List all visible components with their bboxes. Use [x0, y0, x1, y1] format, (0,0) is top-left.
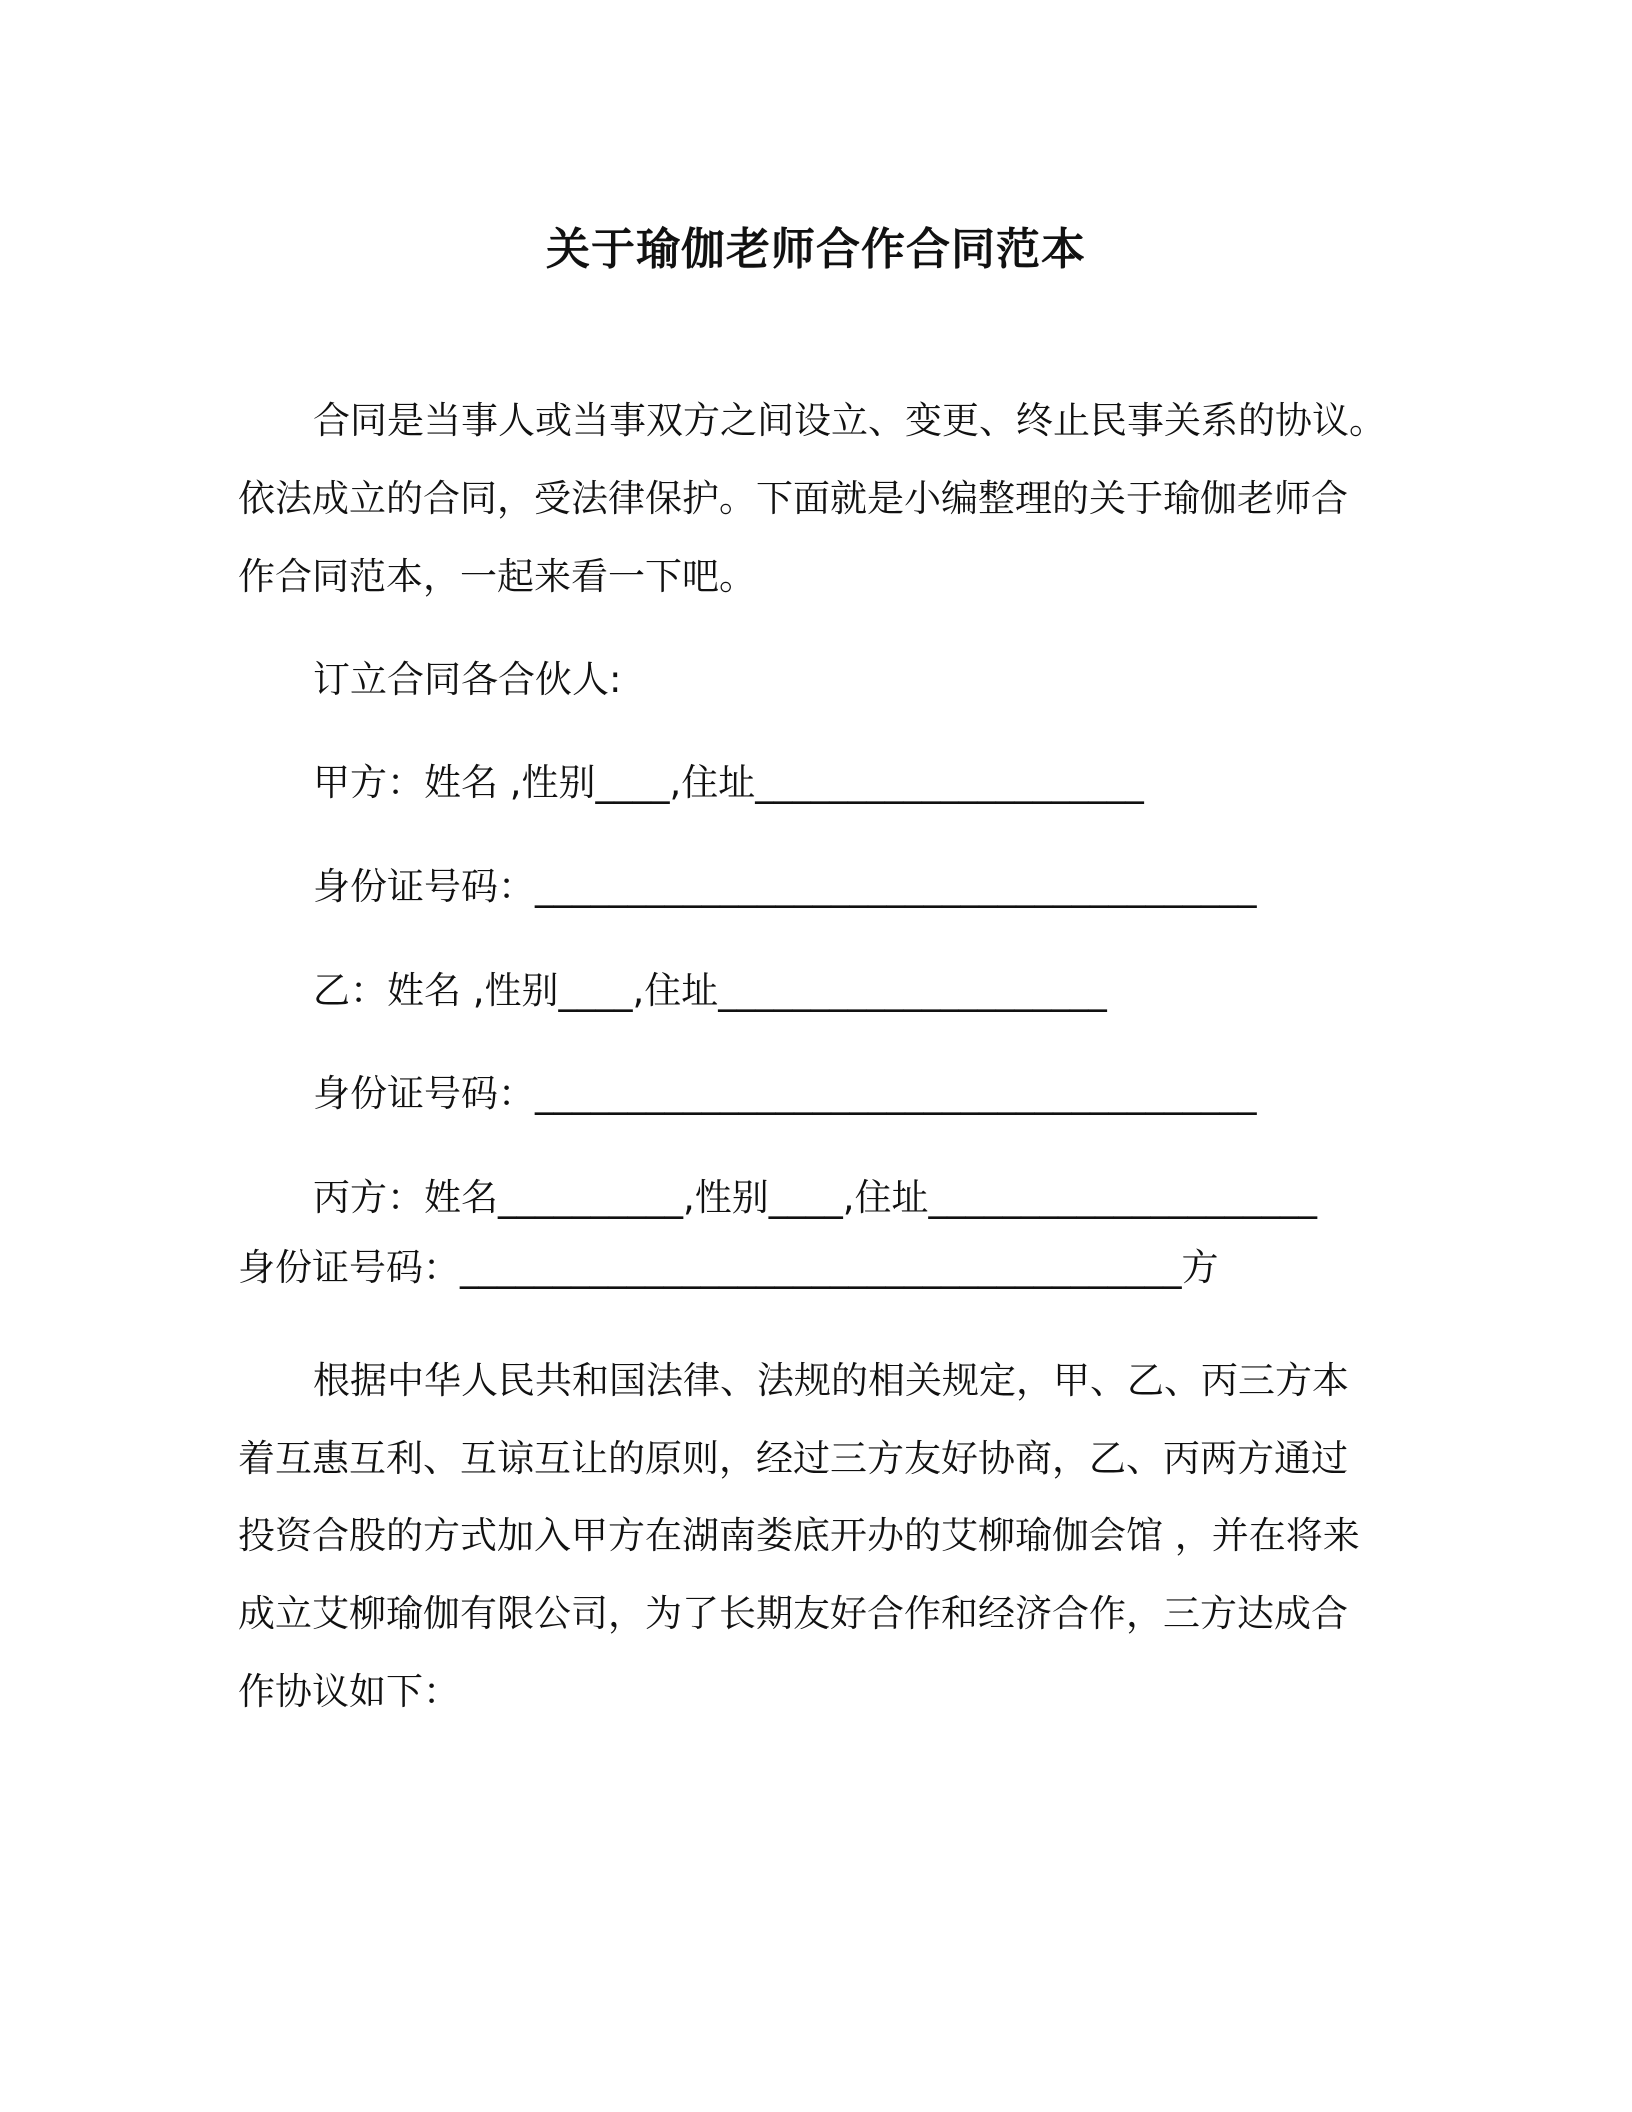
party-c-line: 丙方：姓名__________,性别____,住址_____________________	[313, 1176, 1318, 1219]
party-c-id-line: 身份证号码：_______________________________________方	[238, 1246, 1219, 1289]
parties-heading: 订立合同各合伙人:	[313, 658, 622, 701]
party-a-line: 甲方：姓名 ,性别____,住址_____________________	[313, 761, 1144, 804]
document-title: 关于瑜伽老师合作合同范本	[546, 224, 1086, 275]
body-line-1: 根据中华人民共和国法律、法规的相关规定，甲、乙、丙三方本	[313, 1359, 1349, 1402]
intro-line-3: 作合同范本，一起来看一下吧。	[238, 555, 756, 598]
intro-line-1: 合同是当事人或当事双方之间设立、变更、终止民事关系的协议。	[313, 399, 1386, 442]
body-line-2: 着互惠互利、互谅互让的原则，经过三方友好协商，乙、丙两方通过	[238, 1437, 1348, 1480]
body-line-4: 成立艾柳瑜伽有限公司，为了长期友好合作和经济合作，三方达成合	[238, 1592, 1348, 1635]
intro-line-2: 依法成立的合同，受法律保护。下面就是小编整理的关于瑜伽老师合	[238, 477, 1348, 520]
body-line-5: 作协议如下：	[238, 1670, 460, 1713]
body-line-3: 投资合股的方式加入甲方在湖南娄底开办的艾柳瑜伽会馆 ，并在将来	[238, 1514, 1360, 1557]
party-b-id-line: 身份证号码：_______________________________________	[313, 1072, 1257, 1115]
party-b-line: 乙：姓名 ,性别____,住址_____________________	[313, 969, 1107, 1012]
party-a-id-line: 身份证号码：_______________________________________	[313, 865, 1257, 908]
